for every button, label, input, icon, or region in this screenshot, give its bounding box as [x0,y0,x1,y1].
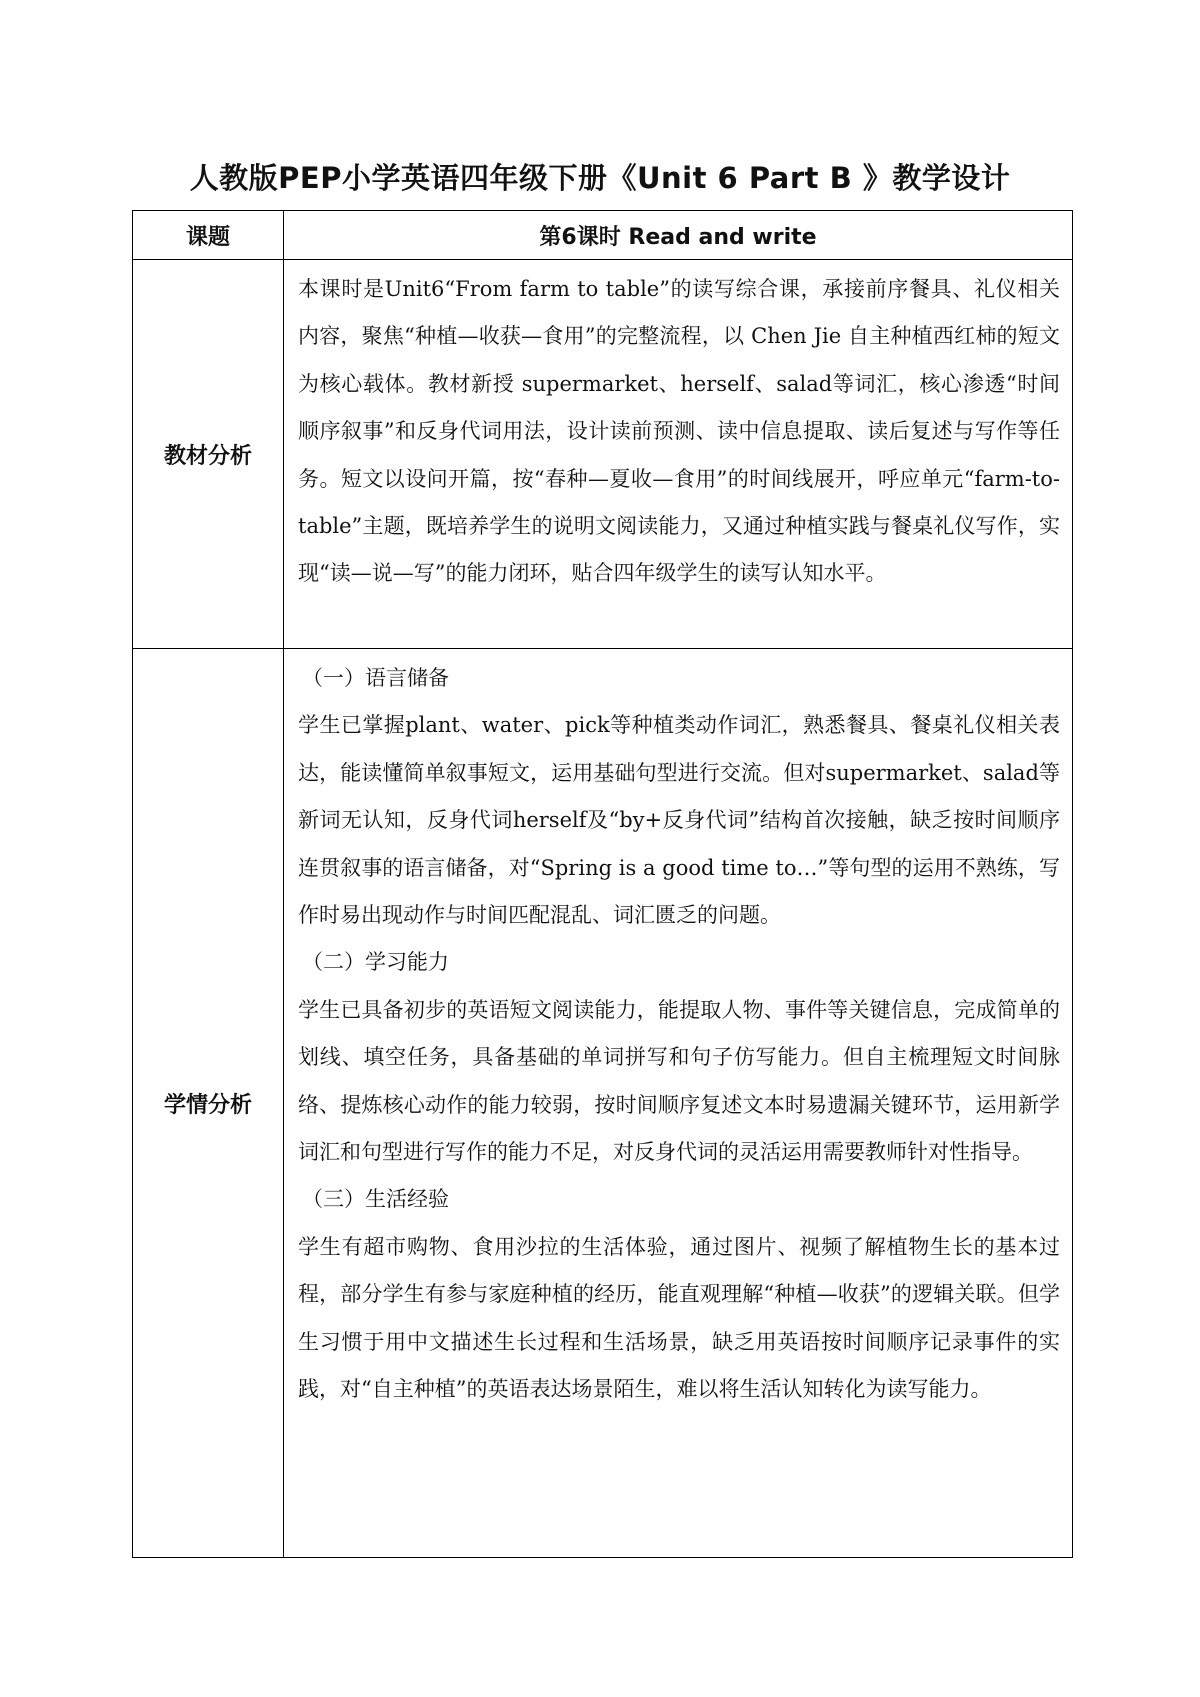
section-heading-ability: （二）学习能力 [302,950,449,975]
section-text-ability: 学生已具备初步的英语短文阅读能力，能提取人物、事件等关键信息，完成简单的划线、填空任务，具备基础的单词拼写和句子仿写能力。但自主梳理短文时间脉络、提炼核心动作的能力较弱，按时间顺序复述文本时易遗漏关键环节，运用新学词汇和句型进行写作的能力不足，对反身代词的灵活运用需要教师针对性指导。 [298,997,1060,1165]
section-heading-language: （一）语言储备 [302,666,449,690]
table-row-material-analysis [133,260,1073,649]
table-row-topic [133,211,1073,260]
material-analysis-text: 本课时是Unit6“From farm to table”的读写综合课，承接前序餐具、礼仪相关内容，聚焦“种植—收获—食用”的完整流程，以 Chen Jie 自主种植西红柿的短文为核心载体。教材新授 supermarket、herself、salad等词汇，核心渗透“时间顺序叙事”和反身代词用法，设计读前预测、读中信息提取、读后复述与写作等任务。短文以设问开篇，按“春种—夏收—食用”的时间线展开，呼应单元“farm-to-table”主题，既培养学生的说明文阅读能力，又通过种植实践与餐桌礼仪写作，实现“读—说—写”的能力闭环，贴合四年级学生的读写认知水平。 [298,277,1060,586]
topic-label: 课题 [133,211,284,260]
learner-analysis-cell [284,649,1073,1558]
topic-value: 第6课时 Read and write [284,211,1073,260]
material-analysis-cell [284,260,1073,649]
section-text-language: 学生已掌握plant、water、pick等种植类动作词汇，熟悉餐具、餐桌礼仪相关表达，能读懂简单叙事短文，运用基础句型进行交流。但对supermarket、salad等新词无认知，反身代词herself及“by+反身代词”结构首次接触，缺乏按时间顺序连贯叙事的语言储备，对“Spring is a good time to…”等句型的运用不熟练，写作时易出现动作与时间匹配混乱、词汇匮乏的问题。 [298,713,1060,928]
section-text-experience: 学生有超市购物、食用沙拉的生活体验，通过图片、视频了解植物生长的基本过程，部分学生有参与家庭种植的经历，能直观理解“种植—收获”的逻辑关联。但学生习惯于用中文描述生长过程和生活场景，缺乏用英语按时间顺序记录事件的实践，对“自主种植”的英语表达场景陌生，难以将生活认知转化为读写能力。 [298,1234,1060,1402]
lesson-plan-table [132,210,1073,1558]
document-title: 人教版PEP小学英语四年级下册《Unit 6 Part B 》教学设计 [189,161,1011,195]
section-heading-experience: （三）生活经验 [302,1187,449,1212]
table-row-learner-analysis [133,649,1073,1558]
learner-analysis-label: 学情分析 [133,649,284,1558]
material-analysis-label: 教材分析 [133,260,284,649]
